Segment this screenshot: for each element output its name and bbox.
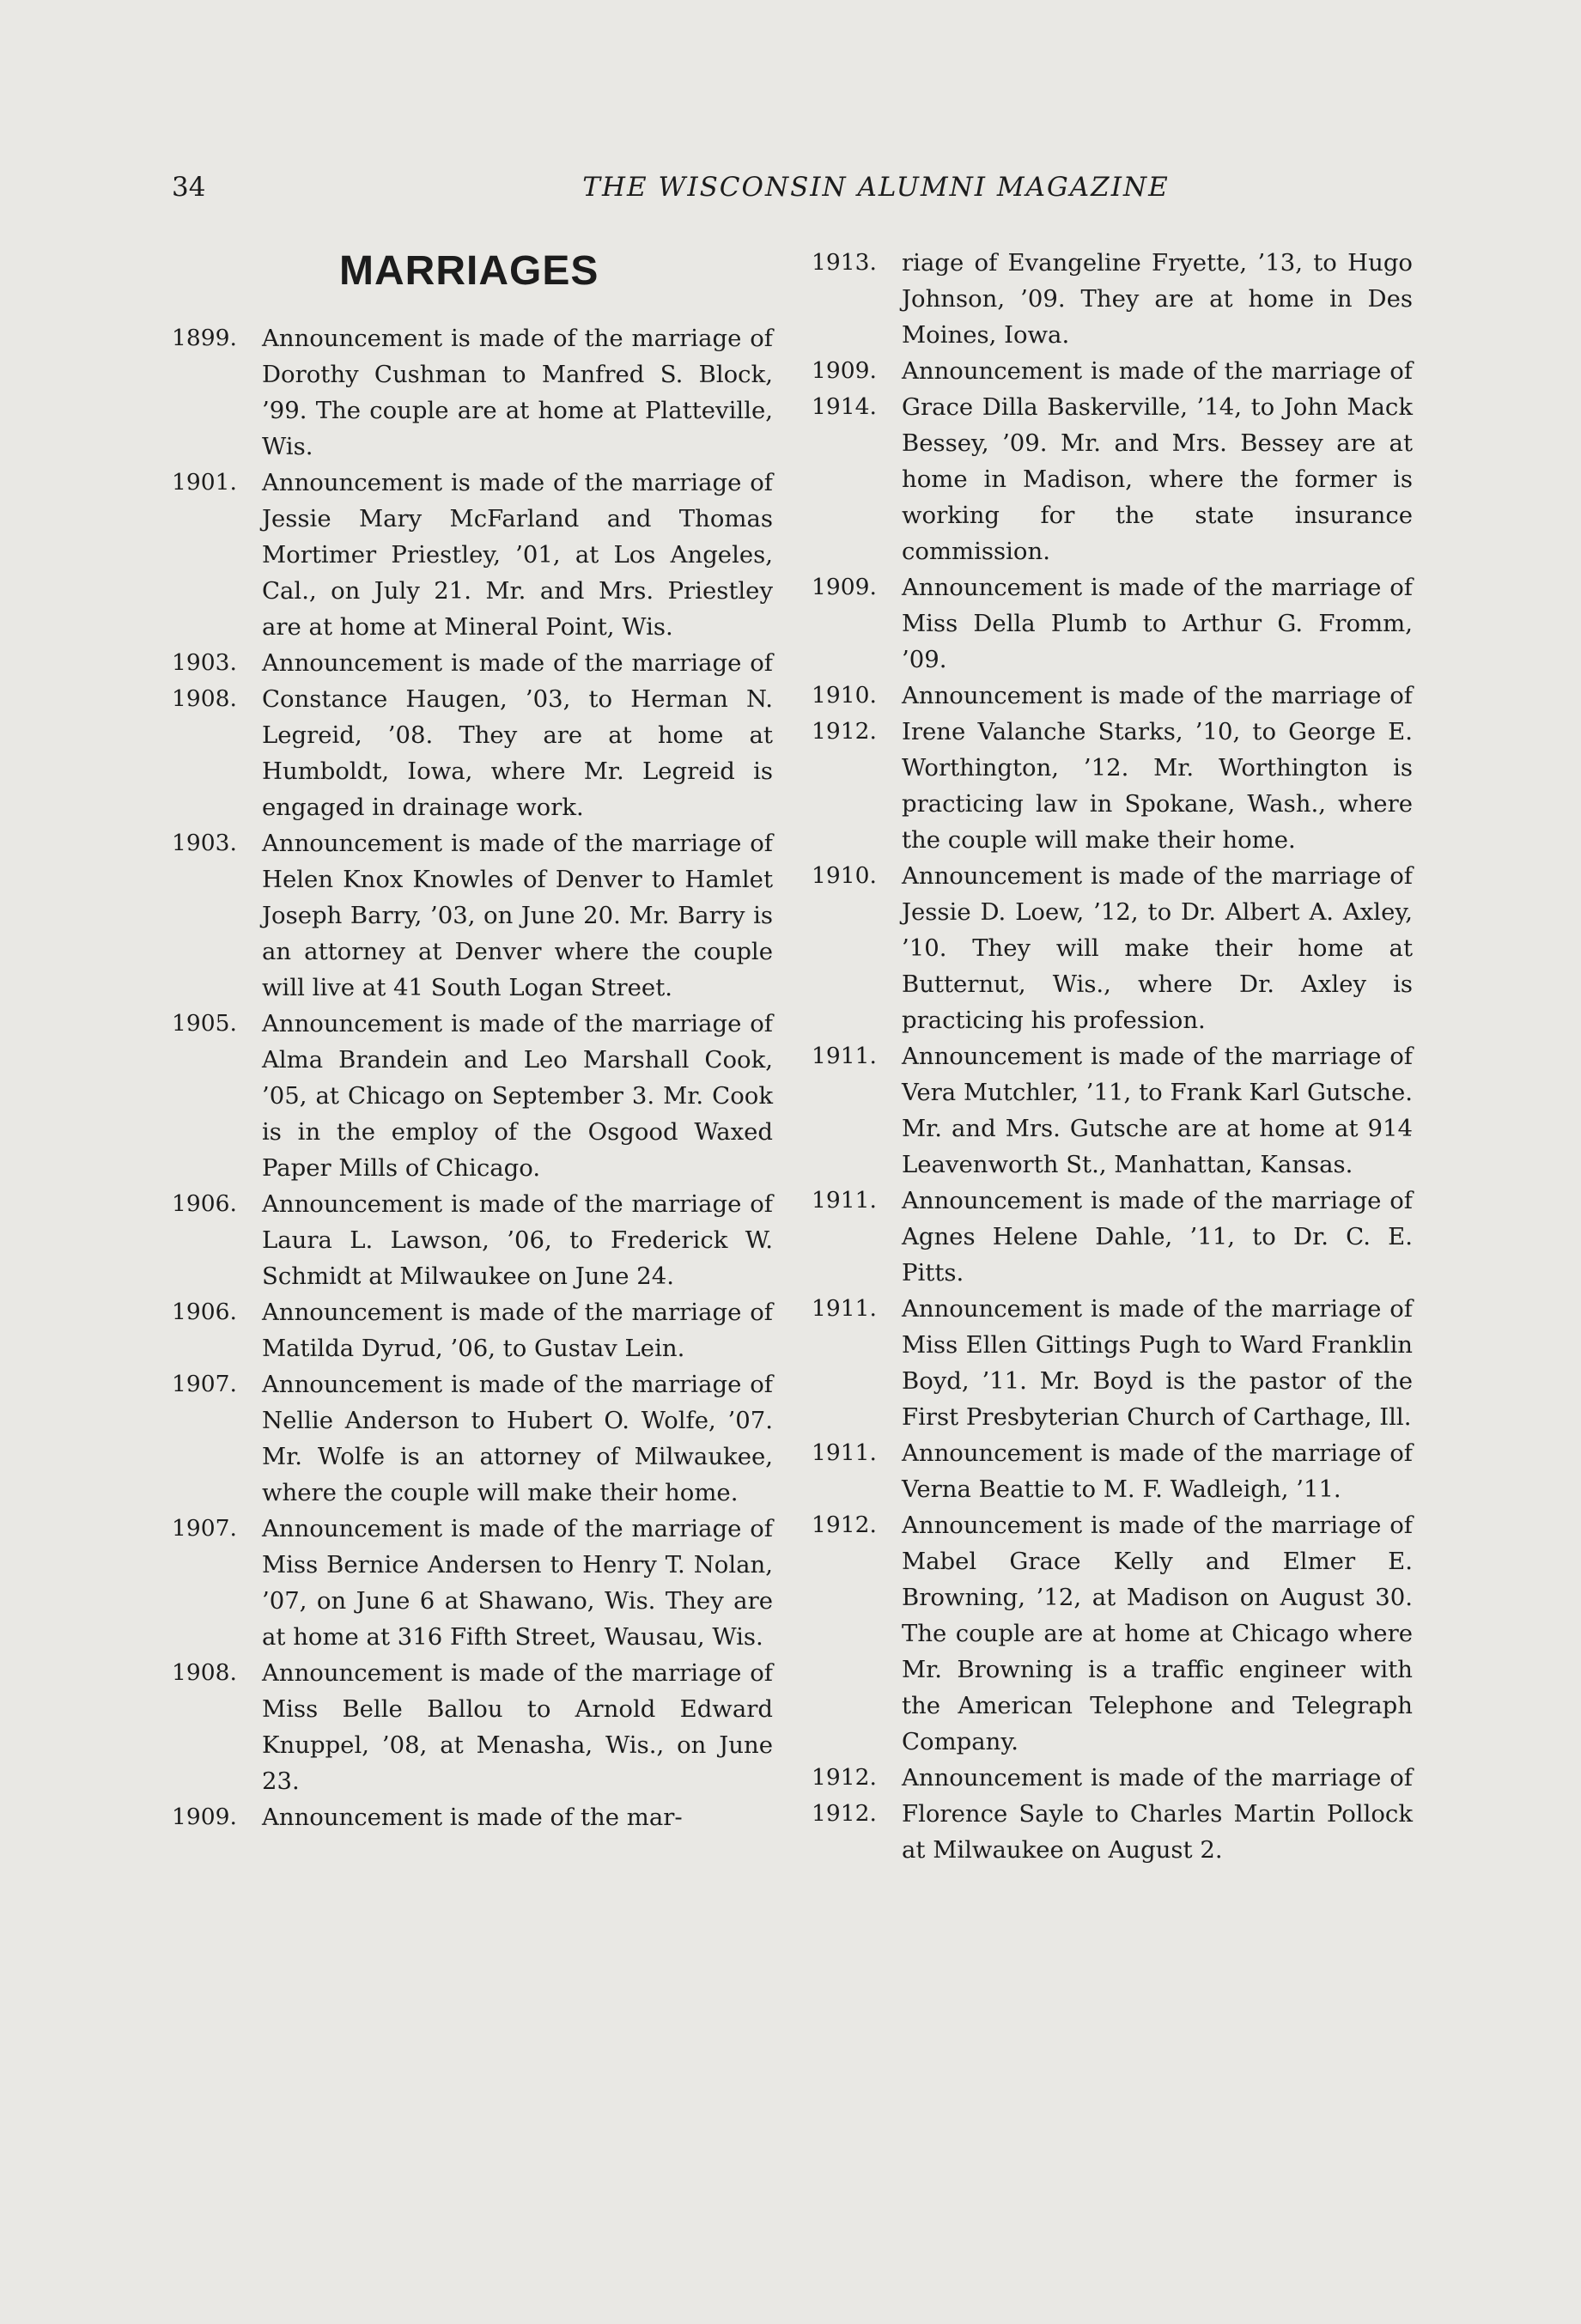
marriage-entry	[812, 1038, 1413, 1183]
entry-years	[812, 1435, 902, 1471]
entry-text: Announcement is made of the marriage of Laura L. Lawson, ’06, to Frederick W. Schmidt at Milwaukee on June 24.	[262, 1190, 773, 1290]
entry-text: Announcement is made of the marriage of Verna Beattie to M. F. Wadleigh, ’11.	[902, 1439, 1413, 1503]
entry-text: Announcement is made of the marriage of Helen Knox Knowles of Denver to Hamlet Joseph Barry, ’03, on June 20. Mr. Barry is an attorney at Denver where the couple will live at 41 South Logan Street.	[262, 830, 773, 1001]
marriage-entry	[172, 1511, 773, 1655]
marriage-entry	[172, 1366, 773, 1511]
class-year: 1909.	[812, 357, 877, 384]
running-title: THE WISCONSIN ALUMNI MAGAZINE	[582, 172, 1170, 203]
class-year: 1907.	[172, 1515, 237, 1542]
entry-text: Announcement is made of the marriage of Irene Valanche Starks, ’10, to George E. Worthington, ’12. Mr. Worthington is practicing law in Spokane, Wash., where the couple will make their home.	[902, 682, 1413, 854]
entry-text: Announcement is made of the marriage of Nellie Anderson to Hubert O. Wolfe, ’07. Mr. Wolfe is an attorney of Milwaukee, where the couple will make their home.	[262, 1371, 773, 1506]
marriage-entry	[172, 465, 773, 645]
entry-text: Announcement is made of the marriage of Vera Mutchler, ’11, to Frank Karl Gutsche. Mr. and Mrs. Gutsche are at home at 914 Leavenworth St., Manhattan, Kansas.	[902, 1043, 1413, 1178]
entry-years	[172, 825, 262, 861]
entry-years	[172, 1511, 262, 1547]
class-year: 1911.	[812, 1439, 877, 1466]
marriage-entry	[172, 1799, 773, 1835]
entry-text: Announcement is made of the marriage of Agnes Helene Dahle, ’11, to Dr. C. E. Pitts.	[902, 1187, 1413, 1287]
page-number: 34	[172, 172, 206, 203]
class-year: 1914.	[812, 393, 877, 420]
class-year: 1913.	[812, 249, 877, 276]
entry-years	[812, 1760, 902, 1832]
class-year: 1909.	[812, 574, 877, 600]
marriage-entry	[172, 1186, 773, 1294]
entry-text: Announcement is made of the marriage of Miss Bernice Andersen to Henry T. Nolan, ’07, on June 6 at Shawano, Wis. They are at home at 316 Fifth Street, Wausau, Wis.	[262, 1515, 773, 1651]
class-year: 1911.	[812, 1295, 877, 1322]
marriage-entry	[812, 678, 1413, 858]
class-year: 1903.	[172, 649, 237, 676]
entry-years	[812, 353, 902, 425]
marriage-entry	[812, 569, 1413, 678]
entry-text: Announcement is made of the marriage of Dorothy Cushman to Manfred S. Block, ’99. The couple are at home at Platteville, Wis.	[262, 325, 773, 460]
class-year: 1906.	[172, 1299, 237, 1325]
entry-years	[812, 1183, 902, 1219]
class-year: 1910.	[812, 682, 877, 709]
entry-years	[812, 858, 902, 894]
right-column	[812, 245, 1413, 1868]
page-header	[172, 172, 1413, 215]
entry-years	[812, 245, 902, 281]
entry-years	[172, 465, 262, 501]
entry-text: Announcement is made of the marriage of Miss Ellen Gittings Pugh to Ward Franklin Boyd, ’11. Mr. Boyd is the pastor of the First Presbyterian Church of Carthage, Ill.	[902, 1295, 1413, 1431]
marriage-entry	[172, 1294, 773, 1366]
class-year: 1908.	[172, 1659, 237, 1686]
entry-years	[172, 645, 262, 717]
entry-text: riage of Evangeline Fryette, ’13, to Hugo Johnson, ’09. They are at home in Des Moines, Iowa.	[902, 249, 1413, 349]
entry-text: Announcement is made of the marriage of Alma Brandein and Leo Marshall Cook, ’05, at Chicago on September 3. Mr. Cook is in the employ of the Osgood Waxed Paper Mills of Chicago.	[262, 1010, 773, 1182]
class-year: 1908.	[172, 685, 237, 712]
right-entries-list	[812, 245, 1413, 1868]
entry-years	[172, 1799, 262, 1835]
marriage-entry	[172, 1006, 773, 1186]
entry-text: Announcement is made of the marriage of Miss Belle Ballou to Arnold Edward Knuppel, ’08, at Menasha, Wis., on June 23.	[262, 1659, 773, 1795]
marriage-entry	[812, 1183, 1413, 1291]
entry-text: Announcement is made of the marriage of Mabel Grace Kelly and Elmer E. Browning, ’12, at Madison on August 30. The couple are at home at Chicago where Mr. Browning is a traffic engineer with the American Telephone and Telegraph Company.	[902, 1512, 1413, 1755]
section-title: MARRIAGES	[339, 248, 599, 294]
entry-text: Announcement is made of the marriage of Grace Dilla Baskerville, ’14, to John Mack Bessey, ’09. Mr. and Mrs. Bessey are at home in Madison, where the former is working for the state insurance commission.	[902, 357, 1413, 565]
class-year: 1912.	[812, 718, 877, 745]
class-year: 1899.	[172, 325, 237, 351]
entry-years	[172, 1006, 262, 1042]
entry-text: Announcement is made of the mar-	[262, 1804, 683, 1831]
entry-text: Announcement is made of the marriage of Florence Sayle to Charles Martin Pollock at Milwaukee on August 2.	[902, 1764, 1413, 1864]
class-year: 1912.	[812, 1800, 877, 1827]
entry-years	[172, 1366, 262, 1402]
entry-text: Announcement is made of the marriage of Jessie Mary McFarland and Thomas Mortimer Priestley, ’01, at Los Angeles, Cal., on July 21. Mr. and Mrs. Priestley are at home at Mineral Point, Wis.	[262, 469, 773, 641]
class-year: 1909.	[172, 1804, 237, 1830]
left-entries-list	[172, 320, 773, 1835]
marriage-entry	[812, 1435, 1413, 1507]
entry-text: Announcement is made of the marriage of Miss Della Plumb to Arthur G. Fromm, ’09.	[902, 574, 1413, 673]
marriage-entry	[172, 320, 773, 465]
class-year: 1907.	[172, 1371, 237, 1397]
marriage-entry	[172, 1655, 773, 1799]
class-year: 1905.	[172, 1010, 237, 1037]
entry-years	[172, 1186, 262, 1222]
entry-years	[812, 1038, 902, 1074]
entry-years	[172, 1294, 262, 1330]
entry-years	[812, 678, 902, 750]
entry-text: Announcement is made of the marriage of Jessie D. Loew, ’12, to Dr. Albert A. Axley, ’10. They will make their home at Butternut, Wis., where Dr. Axley is practicing his profession.	[902, 862, 1413, 1034]
marriage-entry	[812, 245, 1413, 353]
class-year: 1901.	[172, 469, 237, 496]
marriage-entry	[812, 1760, 1413, 1868]
entry-text: Announcement is made of the marriage of Matilda Dyrud, ’06, to Gustav Lein.	[262, 1299, 773, 1362]
marriage-entry	[812, 1507, 1413, 1760]
marriage-entry	[812, 353, 1413, 569]
entry-years	[812, 569, 902, 605]
entry-years	[172, 320, 262, 356]
class-year: 1910.	[812, 862, 877, 889]
class-year: 1903.	[172, 830, 237, 856]
entry-years	[812, 1507, 902, 1543]
left-column	[172, 245, 773, 1835]
class-year: 1911.	[812, 1043, 877, 1069]
class-year: 1912.	[812, 1764, 877, 1791]
class-year: 1911.	[812, 1187, 877, 1214]
entry-years	[812, 1291, 902, 1327]
marriage-entry	[172, 645, 773, 825]
class-year: 1912.	[812, 1512, 877, 1538]
entry-years	[172, 1655, 262, 1691]
marriage-entry	[812, 858, 1413, 1038]
entry-text: Announcement is made of the marriage of Constance Haugen, ’03, to Herman N. Legreid, ’08. They are at home at Humboldt, Iowa, where Mr. Legreid is engaged in drainage work.	[262, 649, 773, 821]
marriage-entry	[172, 825, 773, 1006]
marriage-entry	[812, 1291, 1413, 1435]
class-year: 1906.	[172, 1190, 237, 1217]
